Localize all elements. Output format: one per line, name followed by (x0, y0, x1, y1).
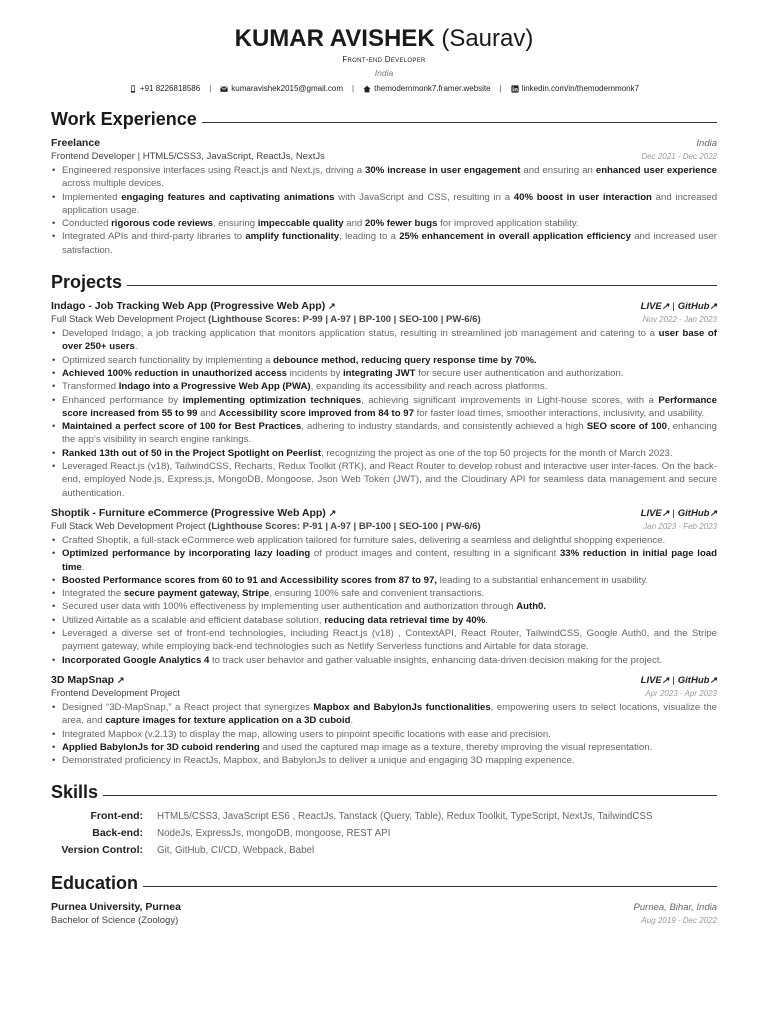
section-rule (202, 122, 717, 123)
section-heading-work (51, 108, 717, 130)
bullet-list (51, 164, 717, 257)
github-link[interactable]: GitHub↗ (677, 301, 717, 313)
entry-subheader-row (51, 313, 717, 326)
bullet-item: • Utilized Airtable as a scalable and efficient database solution, reducing data retrieval time by 40%. (62, 614, 717, 627)
entry-location: Purnea, Bihar, India (633, 902, 717, 914)
nickname-text: (Saurav) (441, 25, 534, 52)
bullet-item: • Integrated APIs and third-party libraries to amplify functionality, leading to a 25% enhancement in overall application efficiency and increased user satisfaction. (62, 230, 717, 257)
external-link-icon: ↗ (709, 674, 717, 685)
skill-label: Back-end: (92, 827, 143, 840)
entry-header-row (51, 673, 717, 687)
website-contact[interactable] (363, 83, 491, 94)
job-role: Front-end Developer (342, 55, 426, 64)
bullet-item: • Leveraged a diverse set of front-end technologies, including React.js (v18) , ContextAPI, React Router, TailwindCSS, Google Auth0, and the Stripe payment gateway, while employing back-end technologies such as Netlify Serverless functions and Airtable for data storage. (62, 627, 717, 654)
entry-subheader-row (51, 520, 717, 533)
entry-header-row (51, 900, 717, 914)
lighthouse-scores: (Lighthouse Scores: P-91 | A-97 | BP-100 | SEO-100 | PW-6/6) (208, 520, 481, 532)
bullet-emphasis: user base of over 250+ users (62, 328, 717, 353)
bullet-emphasis: Achieved 100% reduction in unauthorized access (62, 367, 287, 379)
section-rule (143, 886, 717, 887)
entry-subtitle: Full Stack Web Development Project (Lighthouse Scores: P-91 | A-97 | BP-100 | SEO-100 | PW-6/6) (51, 520, 481, 532)
bullet-emphasis: Boosted Performance scores from 60 to 91 and Accessibility scores from 87 to 97, (62, 574, 438, 586)
bullet-emphasis: amplify functionality (245, 231, 340, 243)
project-links (641, 508, 717, 519)
entry-subtitle: Frontend Development Project (51, 687, 180, 699)
linkedin-contact[interactable] (511, 83, 639, 94)
section-rule (127, 285, 717, 286)
work-entry (51, 136, 717, 257)
skills-list (51, 809, 717, 858)
bullet-item: • Demonstrated proficiency in ReactJs, Mapbox, and BabylonJs to deliver a unique and engaging 3D mapping experience. (62, 754, 717, 767)
lighthouse-scores: (Lighthouse Scores: P-99 | A-97 | BP-100 | SEO-100 | PW-6/6) (208, 314, 481, 326)
bullet-emphasis: 33% reduction in initial page load time (62, 548, 717, 573)
entry-date: Nov 2022 - Jan 2023 (642, 315, 717, 325)
bullet-emphasis: 30% increase in user engagement (365, 165, 521, 176)
skill-values: HTML5/CSS3, JavaScript ES6 , ReactJs, Tanstack (Query, Table), Redux Toolkit, TypeScript, NextJs, TailwindCSS (157, 811, 653, 823)
bullet-emphasis: Auth0. (516, 601, 547, 613)
entry-title: Purnea University, Purnea (51, 901, 181, 914)
bullet-emphasis: secure payment gateway, Stripe (123, 588, 270, 600)
header (51, 24, 717, 94)
project-list (51, 299, 717, 767)
bullet-item: • Enhanced performance by implementing optimization techniques, achieving significant improvements in Light-house scores, with a Performance score increased from 55 to 99 and Accessibility score improved from 84 to 97 for faster load times, smoother interactions, inclusivity, and usability. (62, 394, 717, 421)
bullet-list (51, 327, 717, 500)
skill-label: Front-end: (90, 810, 143, 823)
entry-subtitle: Bachelor of Science (Zoology) (51, 915, 179, 927)
external-link-icon: ↗ (709, 301, 717, 312)
project-entry (51, 506, 717, 667)
bullet-item: • Designed “3D-MapSnap,” a React project that synergizes Mapbox and BabylonJs functionalities, empowering users to select locations, visualize the area, and capture images for texture application on a 3D cuboid. (62, 701, 717, 728)
education-list (51, 900, 717, 927)
bullet-emphasis: enhanced user experience (595, 165, 718, 176)
bullet-emphasis: Mapbox and BabylonJs functionalities (313, 701, 491, 713)
contact-bar (51, 83, 717, 94)
bullet-emphasis: implementing optimization techniques (182, 394, 362, 406)
bullet-emphasis: reducing data retrieval time by 40% (324, 614, 486, 626)
phone-text: +91 8226818586 (139, 84, 201, 93)
bullet-item: • Crafted Shoptik, a full-stack eCommerce web application tailored for furniture sales, delivering a seamless and delightful shopping experience. (62, 534, 717, 547)
bullet-item: • Incorporated Google Analytics 4 to track user behavior and gather valuable insights, enhancing data-driven decision making for the project. (62, 654, 717, 667)
external-link-icon: ↗ (661, 674, 670, 685)
bullet-item: • Achieved 100% reduction in unauthorized access incidents by integrating JWT for secure user authentication and authorization. (62, 367, 717, 380)
bullet-emphasis: Indago into a Progressive Web App (PWA) (118, 381, 311, 393)
entry-date: Dec 2021 - Dec 2022 (641, 152, 717, 161)
bullet-emphasis: Accessibility score improved from 84 to 97 (218, 407, 414, 419)
bullet-emphasis: Ranked 13th out of 50 in the Project Spotlight on Peerlist (62, 447, 322, 459)
education-entry (51, 900, 717, 927)
skill-values: NodeJs, ExpressJs, mongoDB, mongoose, REST API (157, 828, 391, 840)
project-entry (51, 673, 717, 767)
bullet-emphasis: 40% boost in user interaction (513, 191, 652, 203)
bullet-item: • Applied BabylonJs for 3D cuboid rendering and used the captured map image as a texture, thereby improving the visual representation. (62, 741, 717, 754)
bullet-item: • Integrated the secure payment gateway, Stripe, ensuring 100% safe and convenient transactions. (62, 587, 717, 600)
bullet-emphasis: integrating JWT (343, 367, 416, 379)
bullet-item: • Ranked 13th out of 50 in the Project Spotlight on Peerlist, recognizing the project as one of the top 50 projects for the month of March 2023. (62, 447, 717, 460)
bullet-emphasis: Applied BabylonJs for 3D cuboid rendering (62, 741, 260, 753)
entry-location: India (696, 138, 717, 149)
bullet-item: • Transformed Indago into a Progressive Web App (PWA), expanding its accessibility and reach across platforms. (62, 380, 717, 393)
envelope-icon (220, 85, 228, 93)
bullet-emphasis: 20% fewer bugs (364, 218, 438, 230)
section-title: Education (51, 873, 139, 894)
project-title-link[interactable]: 3D MapSnap ↗ (51, 673, 125, 686)
bullet-item: • Conducted rigorous code reviews, ensuring impeccable quality and 20% fewer bugs for improved application stability. (62, 217, 717, 230)
external-link-icon: ↗ (709, 507, 717, 518)
resume-page (51, 24, 717, 927)
bullet-item: • Engineered responsive interfaces using React.js and Next.js, driving a 30% increase in user engagement and ensuring an enhanced user experience across multiple devices. (62, 164, 717, 191)
project-links (641, 301, 717, 312)
bullet-item: • Maintained a perfect score of 100 for Best Practices, adhering to industry standards, and consistently achieved a high SEO score of 100, enhancing the app's visibility in search engine rankings. (62, 420, 717, 447)
skill-label: Version Control: (61, 844, 143, 857)
entry-subtitle: Frontend Developer | HTML5/CSS3, JavaScript, ReactJs, NextJs (51, 151, 325, 162)
separator: | (672, 507, 675, 519)
separator: | (672, 674, 675, 686)
bullet-emphasis: Optimized performance by incorporating lazy loading (62, 548, 311, 560)
external-link-icon: ↗ (328, 301, 336, 312)
entry-header-row (51, 136, 717, 150)
bullet-emphasis: debounce method, reducing query response time by 70%. (273, 354, 537, 366)
bullet-emphasis: SEO score of 100 (586, 421, 667, 433)
phone-contact[interactable] (129, 83, 200, 94)
entry-header-row (51, 506, 717, 520)
entry-subheader-row (51, 687, 717, 700)
home-icon (363, 85, 371, 93)
bullet-emphasis: Incorporated Google Analytics 4 (62, 654, 210, 666)
section-heading-skills (51, 781, 717, 803)
bullet-item: • Leveraged React.js (v18), TailwindCSS, Recharts, Redux Toolkit (RTK), and React Router to develop robust and interactive user inter-faces. On the back-end, employed Node.js, Express.js, MongoDB, Mongoose, Json Web Token (JWT), and the Cloudinary API for seamless data management and secure authentication. (62, 460, 717, 500)
project-title-link[interactable]: Indago - Job Tracking Web App (Progressive Web App) ↗ (51, 300, 336, 313)
bullet-item: • Optimized performance by incorporating lazy loading of product images and content, resulting in a significant 33% reduction in initial page load time. (62, 547, 717, 574)
section-rule (103, 795, 717, 796)
separator: | (499, 84, 502, 93)
section-title: Work Experience (51, 109, 197, 129)
entry-date: Jan 2023 - Feb 2023 (643, 521, 717, 531)
separator: | (352, 84, 355, 93)
entry-date: Apr 2023 - Apr 2023 (645, 688, 717, 698)
header-location: India (374, 68, 394, 78)
live-link[interactable]: LIVE↗ (640, 301, 670, 313)
section-heading-projects (51, 271, 717, 293)
bullet-item: • Implemented engaging features and captivating animations with JavaScript and CSS, resulting in a 40% boost in user interaction and increased application usage. (62, 191, 717, 218)
bullet-emphasis: engaging features and captivating animations (121, 191, 335, 203)
phone-icon (129, 85, 137, 93)
project-entry (51, 299, 717, 500)
linkedin-icon (511, 85, 519, 93)
name-text: KUMAR AVISHEK (234, 25, 435, 52)
bullet-item: • Secured user data with 100% effectiveness by implementing user authentication and authorization through Auth0. (62, 600, 717, 613)
website-text: themodernmonk7.framer.website (374, 84, 491, 93)
bullet-item: • Integrated Mapbox (v.2.13) to display the map, allowing users to pinpoint specific locations with ease and precision. (62, 728, 717, 741)
email-text: kumaravishek2015@gmail.com (231, 84, 344, 93)
bullet-emphasis: Maintained a perfect score of 100 for Best Practices (62, 421, 302, 433)
email-contact[interactable] (220, 83, 343, 94)
work-list (51, 136, 717, 257)
entry-date: Aug 2019 - Dec 2022 (641, 916, 717, 926)
bullet-list (51, 534, 717, 667)
github-link[interactable]: GitHub↗ (677, 674, 717, 686)
entry-subtitle: Full Stack Web Development Project (Lighthouse Scores: P-99 | A-97 | BP-100 | SEO-100 | PW-6/6) (51, 314, 481, 326)
bullet-emphasis: rigorous code reviews (111, 218, 213, 230)
separator: | (672, 301, 675, 313)
entry-header-row (51, 299, 717, 313)
bullet-item: • Boosted Performance scores from 60 to 91 and Accessibility scores from 87 to 97, leading to a substantial enhancement in usability. (62, 574, 717, 587)
entry-subheader-row (51, 150, 717, 163)
bullet-emphasis: impeccable quality (257, 218, 344, 230)
live-link[interactable]: LIVE↗ (640, 507, 670, 519)
live-link[interactable]: LIVE↗ (640, 674, 670, 686)
project-links (641, 675, 717, 686)
bullet-item: • Developed Indago, a job tracking application that monitors application status, resulting in streamlined job management and catering to a user base of over 250+ users. (62, 327, 717, 354)
external-link-icon: ↗ (661, 301, 670, 312)
external-link-icon: ↗ (328, 507, 337, 518)
separator: | (209, 84, 212, 93)
full-name (51, 24, 717, 54)
bullet-emphasis: 25% enhancement in overall application efficiency (399, 231, 631, 243)
skill-values: Git, GitHub, CI/CD, Webpack, Babel (157, 845, 315, 857)
section-heading-education (51, 872, 717, 894)
bullet-item: • Optimized search functionality by implementing a debounce method, reducing query response time by 70%. (62, 354, 717, 367)
section-title: Skills (51, 782, 99, 803)
external-link-icon: ↗ (661, 507, 670, 518)
bullet-emphasis: capture images for texture application on a 3D cuboid (105, 715, 351, 727)
github-link[interactable]: GitHub↗ (677, 507, 717, 519)
project-title-link[interactable]: Shoptik - Furniture eCommerce (Progressive Web App) ↗ (51, 506, 337, 519)
external-link-icon: ↗ (116, 674, 125, 685)
entry-title: Freelance (51, 137, 101, 149)
section-title: Projects (51, 272, 123, 293)
bullet-list (51, 701, 717, 767)
entry-subheader-row (51, 914, 717, 927)
bullet-emphasis: Performance score increased from 55 to 99 (62, 394, 717, 419)
linkedin-text: linkedin.com/in/themodernmonk7 (521, 84, 640, 93)
